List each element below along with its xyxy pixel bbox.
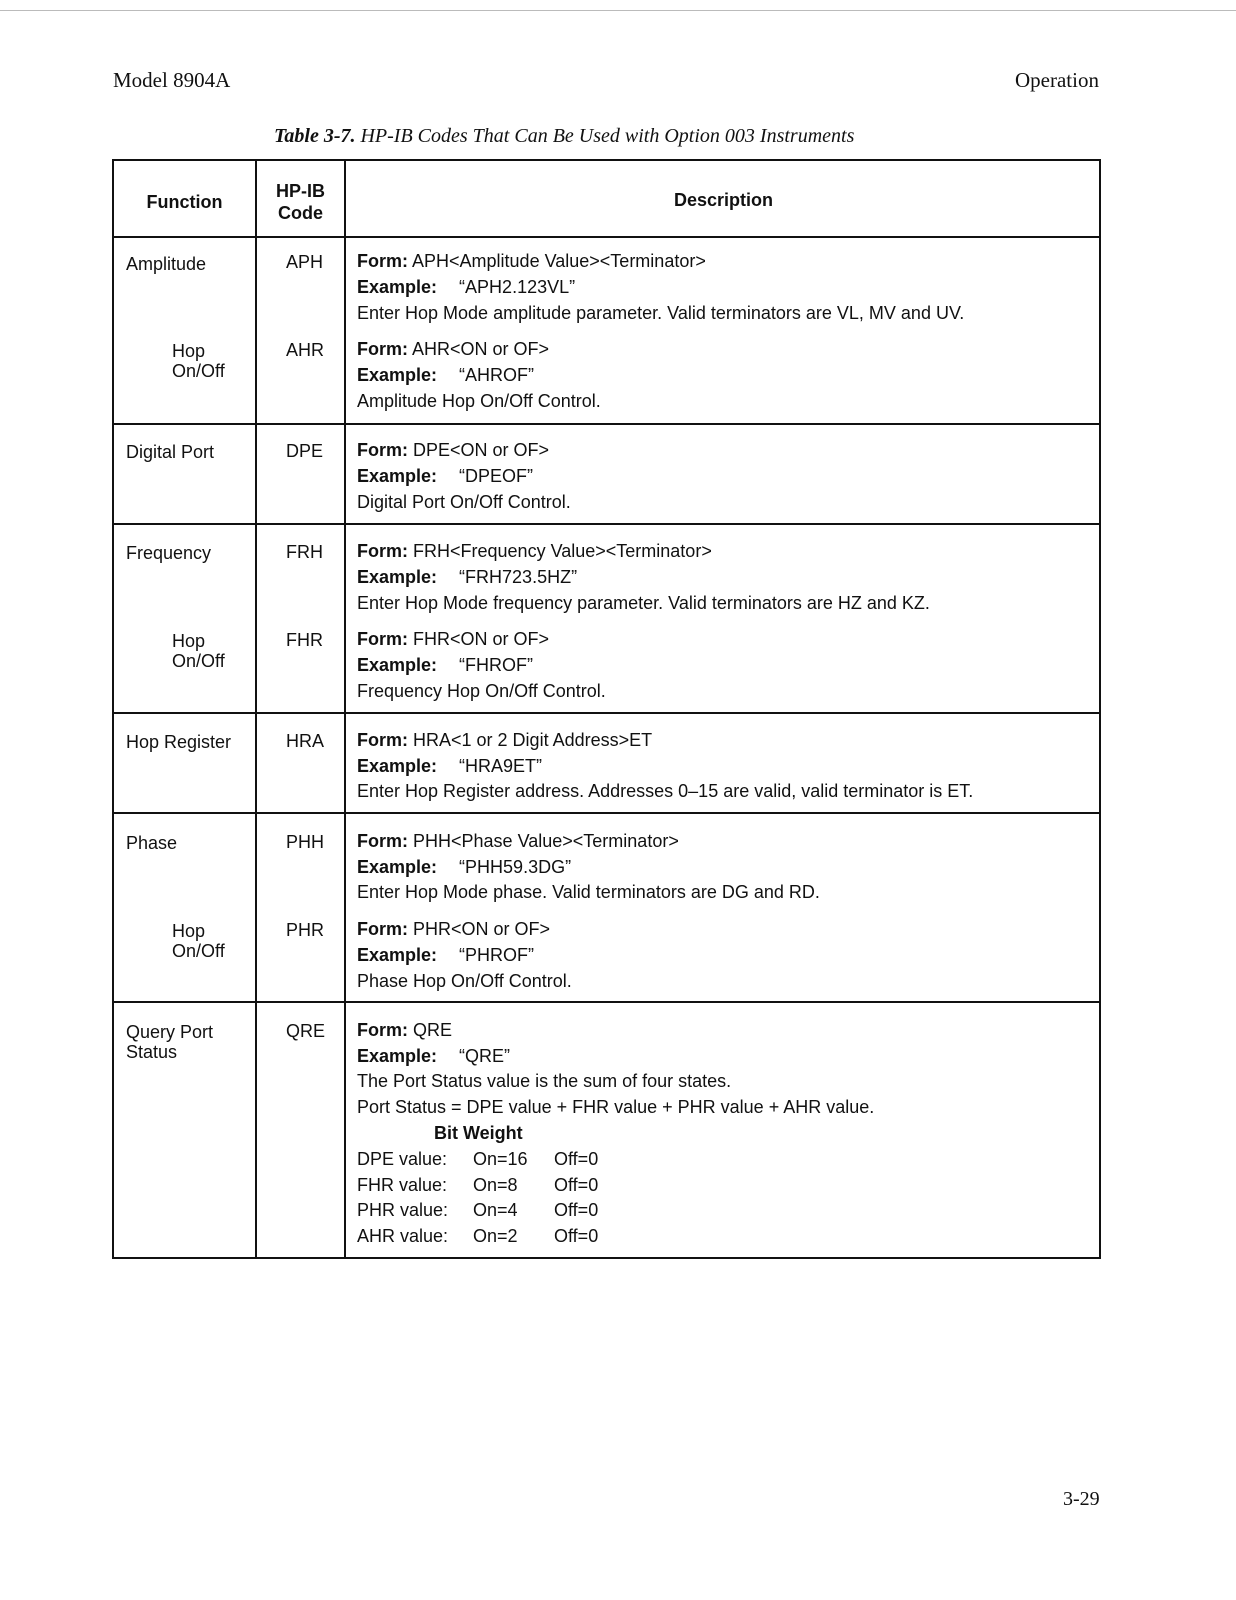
description-text: Enter Hop Mode phase. Valid terminators are DG and RD. <box>357 882 820 902</box>
weight-on: On=8 <box>473 1175 518 1195</box>
function-hop-line1: Hop <box>172 341 206 361</box>
row-divider <box>114 812 1099 814</box>
table-caption-label: Table 3-7. <box>274 125 356 147</box>
header-section: Operation <box>1015 68 1099 92</box>
example-value: “QRE” <box>459 1046 511 1066</box>
code-phh: PHH <box>286 832 325 852</box>
weight-on: On=2 <box>473 1226 518 1246</box>
row-divider <box>114 236 1099 238</box>
row-divider <box>114 1001 1099 1003</box>
weight-on: On=4 <box>473 1200 518 1220</box>
weight-name: AHR value: <box>357 1226 449 1246</box>
column-divider <box>344 161 346 1257</box>
code-frh: FRH <box>286 542 323 562</box>
form-value: QRE <box>413 1020 453 1040</box>
example-value: “HRA9ET” <box>459 756 543 776</box>
example-line <box>357 655 533 676</box>
header-model: Model 8904A <box>113 68 231 92</box>
description-text: Port Status = DPE value + FHR value + PHR value + AHR value. <box>357 1097 875 1117</box>
table-caption-title: HP-IB Codes That Can Be Used with Option 003 Instruments <box>360 125 855 147</box>
column-header-code-line2: Code <box>278 203 323 223</box>
function-phase-hop <box>172 921 225 961</box>
weight-name: FHR value: <box>357 1175 448 1195</box>
form-line <box>357 1020 452 1041</box>
weight-off: Off=0 <box>554 1149 599 1169</box>
example-line <box>357 945 534 966</box>
row-divider <box>114 523 1099 525</box>
form-label: Form: <box>357 440 408 460</box>
function-amplitude-hop <box>172 341 225 381</box>
example-label: Example: <box>357 857 438 877</box>
code-phr: PHR <box>286 920 325 940</box>
row-divider <box>114 423 1099 425</box>
form-line <box>357 831 679 852</box>
weight-on: On=16 <box>473 1149 528 1169</box>
row-divider <box>114 712 1099 714</box>
description-text: Enter Hop Mode frequency parameter. Valid terminators are HZ and KZ. <box>357 593 930 613</box>
description-text: Frequency Hop On/Off Control. <box>357 681 606 701</box>
example-value: “APH2.123VL” <box>459 277 576 297</box>
form-label: Form: <box>357 251 408 271</box>
form-label: Form: <box>357 339 408 359</box>
form-label: Form: <box>357 919 408 939</box>
form-label: Form: <box>357 629 408 649</box>
description-text: Amplitude Hop On/Off Control. <box>357 391 601 411</box>
example-line <box>357 756 542 777</box>
form-value: HRA<1 or 2 Digit Address>ET <box>413 730 653 750</box>
form-label: Form: <box>357 831 408 851</box>
bit-weight-heading: Bit Weight <box>434 1123 523 1143</box>
example-value: “FHROF” <box>459 655 534 675</box>
form-value: FHR<ON or OF> <box>413 629 550 649</box>
example-label: Example: <box>357 277 438 297</box>
function-hop-line1: Hop <box>172 921 206 941</box>
form-line <box>357 730 652 751</box>
example-value: “AHROF” <box>459 365 535 385</box>
description-text: Digital Port On/Off Control. <box>357 492 571 512</box>
function-hop-line1: Hop <box>172 631 206 651</box>
form-value: PHH<Phase Value><Terminator> <box>413 831 679 851</box>
example-line <box>357 365 534 386</box>
function-query-line1: Query Port <box>126 1022 214 1042</box>
description-text: Enter Hop Register address. Addresses 0–15 are valid, valid terminator is ET. <box>357 781 974 801</box>
form-line <box>357 440 549 461</box>
example-label: Example: <box>357 466 438 486</box>
hpib-codes-table <box>112 159 1101 1259</box>
function-phase: Phase <box>126 833 178 853</box>
page-number: 3-29 <box>1063 1488 1100 1510</box>
code-ahr: AHR <box>286 340 325 360</box>
code-qre: QRE <box>286 1021 326 1041</box>
example-value: “FRH723.5HZ” <box>459 567 578 587</box>
code-fhr: FHR <box>286 630 323 650</box>
column-header-code-line1: HP-IB <box>276 181 325 201</box>
function-frequency: Frequency <box>126 543 212 563</box>
form-value: FRH<Frequency Value><Terminator> <box>413 541 712 561</box>
form-line <box>357 251 706 272</box>
form-value: PHR<ON or OF> <box>413 919 551 939</box>
description-text: The Port Status value is the sum of four states. <box>357 1071 732 1091</box>
example-value: “PHH59.3DG” <box>459 857 572 877</box>
column-header-function: Function <box>146 192 223 212</box>
description-text: Enter Hop Mode amplitude parameter. Valid terminators are VL, MV and UV. <box>357 303 965 323</box>
weight-name: DPE value: <box>357 1149 448 1169</box>
form-line <box>357 919 550 940</box>
function-hop-line2: On/Off <box>172 651 225 671</box>
form-value: APH<Amplitude Value><Terminator> <box>412 251 706 271</box>
example-label: Example: <box>357 945 438 965</box>
code-aph: APH <box>286 252 324 272</box>
column-header-code <box>257 180 344 224</box>
function-query-line2: Status <box>126 1042 178 1062</box>
function-query-port-status <box>126 1022 213 1062</box>
description-text: Phase Hop On/Off Control. <box>357 971 572 991</box>
function-hop-register: Hop Register <box>126 732 232 752</box>
example-label: Example: <box>357 567 438 587</box>
function-hop-line2: On/Off <box>172 941 225 961</box>
example-line <box>357 466 533 487</box>
form-value: AHR<ON or OF> <box>412 339 550 359</box>
example-label: Example: <box>357 1046 438 1066</box>
function-digital-port: Digital Port <box>126 442 215 462</box>
column-header-description: Description <box>673 190 774 210</box>
example-line <box>357 857 571 878</box>
column-divider <box>255 161 257 1257</box>
form-line <box>357 629 549 650</box>
function-amplitude: Amplitude <box>126 254 207 274</box>
weight-name: PHR value: <box>357 1200 449 1220</box>
form-label: Form: <box>357 541 408 561</box>
form-line <box>357 541 712 562</box>
example-label: Example: <box>357 655 438 675</box>
example-label: Example: <box>357 365 438 385</box>
weight-off: Off=0 <box>554 1200 599 1220</box>
function-frequency-hop <box>172 631 225 671</box>
example-line <box>357 277 575 298</box>
function-hop-line2: On/Off <box>172 361 225 381</box>
weight-off: Off=0 <box>554 1226 599 1246</box>
top-rule <box>0 10 1236 11</box>
form-value: DPE<ON or OF> <box>413 440 550 460</box>
code-hra: HRA <box>286 731 325 751</box>
form-label: Form: <box>357 730 408 750</box>
weight-off: Off=0 <box>554 1175 599 1195</box>
code-dpe: DPE <box>286 441 324 461</box>
form-label: Form: <box>357 1020 408 1040</box>
example-value: “DPEOF” <box>459 466 534 486</box>
example-line <box>357 1046 510 1067</box>
example-value: “PHROF” <box>459 945 535 965</box>
table-caption <box>274 125 974 148</box>
example-line <box>357 567 577 588</box>
example-label: Example: <box>357 756 438 776</box>
form-line <box>357 339 549 360</box>
